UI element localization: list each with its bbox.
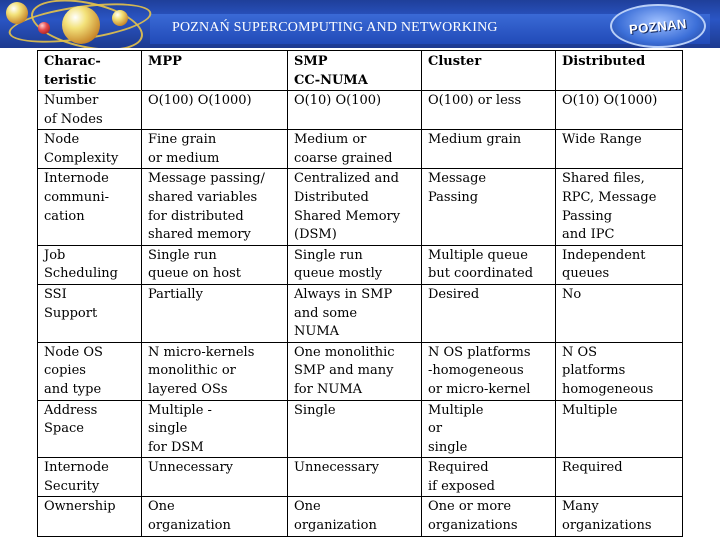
cell-text: Multiple — [428, 402, 484, 418]
table-cell — [288, 245, 422, 284]
row-label-text: Complexity — [44, 150, 119, 166]
cell-text: N micro-kernels — [148, 344, 255, 360]
cell-text: single — [428, 439, 468, 455]
column-header-text: CC-NUMA — [294, 73, 368, 88]
row-label-text: Space — [44, 421, 84, 437]
cell-text: single — [148, 421, 188, 437]
column-header-text: MPP — [148, 54, 182, 69]
row-label-cell — [38, 91, 142, 130]
cell-text: platforms — [562, 363, 626, 379]
row-label-text: Scheduling — [44, 266, 118, 282]
row-label-text: of Nodes — [44, 111, 103, 127]
table-cell — [288, 91, 422, 130]
row-label-cell — [38, 245, 142, 284]
cell-text: queue mostly — [294, 266, 383, 282]
column-header-text: Cluster — [428, 54, 482, 69]
cell-text: One — [294, 499, 321, 515]
row-label-text: communi- — [44, 189, 110, 205]
cell-text: organization — [294, 518, 377, 534]
table-row — [38, 169, 683, 245]
comparison-table-wrapper — [37, 50, 682, 537]
column-header-text: SMP — [294, 54, 328, 69]
table-row — [38, 342, 683, 400]
table-cell — [556, 130, 683, 169]
table-cell — [142, 284, 288, 342]
cell-text: Passing — [562, 208, 613, 224]
row-label-text: Internode — [44, 460, 109, 476]
column-header-text: teristic — [44, 73, 97, 88]
logo-text: POZNAN — [628, 15, 688, 37]
cell-text: Shared files, — [562, 171, 645, 187]
cell-text: and IPC — [562, 227, 615, 243]
cell-text: RPC, Message — [562, 189, 657, 205]
row-label-cell — [38, 400, 142, 458]
table-cell — [422, 169, 556, 245]
cell-text: One — [148, 499, 175, 515]
table-cell — [142, 245, 288, 284]
table-row — [38, 497, 683, 536]
cell-text: Multiple - — [148, 402, 212, 418]
cell-text: Single — [294, 402, 336, 418]
cell-text: O(10) O(100) — [294, 93, 382, 108]
table-row — [38, 284, 683, 342]
table-row — [38, 91, 683, 130]
cell-text: monolithic or — [148, 363, 236, 379]
cell-text: for DSM — [148, 439, 204, 455]
table-cell — [422, 284, 556, 342]
cell-text: Distributed — [294, 189, 369, 205]
cell-text: for NUMA — [294, 381, 363, 397]
table-cell — [422, 245, 556, 284]
cell-text: Single run — [294, 247, 363, 263]
row-label-text: Node OS — [44, 344, 103, 360]
cell-text: Multiple queue — [428, 247, 528, 263]
table-cell — [288, 284, 422, 342]
table-cell — [556, 400, 683, 458]
table-cell — [142, 130, 288, 169]
row-label-text: Ownership — [44, 499, 116, 515]
cell-text: shared memory — [148, 227, 251, 243]
cell-text: Shared Memory — [294, 208, 401, 224]
row-label-text: Security — [44, 478, 100, 494]
cell-text: shared variables — [148, 189, 258, 205]
cell-text: O(10) O(1000) — [562, 93, 658, 108]
table-cell — [422, 458, 556, 497]
cell-text: Medium grain — [428, 132, 522, 148]
cell-text: Passing — [428, 189, 479, 205]
cell-text: queue on host — [148, 266, 242, 282]
table-cell — [142, 400, 288, 458]
cell-text: but coordinated — [428, 266, 534, 282]
header-banner — [0, 0, 720, 48]
cell-text: queues — [562, 266, 610, 282]
row-label-cell — [38, 342, 142, 400]
row-label-cell — [38, 169, 142, 245]
cell-text: Required — [562, 460, 623, 476]
column-header — [422, 51, 556, 91]
cell-text: for distributed — [148, 208, 244, 224]
cell-text: O(100) or less — [428, 93, 522, 108]
table-cell — [556, 342, 683, 400]
row-label-text: Support — [44, 305, 98, 321]
table-cell — [288, 342, 422, 400]
cell-text: -homogeneous — [428, 363, 524, 379]
cell-text: No — [562, 286, 582, 302]
cell-text: Single run — [148, 247, 217, 263]
table-row — [38, 245, 683, 284]
row-label-cell — [38, 284, 142, 342]
table-header-row — [38, 51, 683, 91]
comparison-table — [37, 50, 683, 537]
column-header-text: Charac- — [44, 54, 101, 69]
row-label-text: Job — [44, 247, 66, 263]
cell-text: coarse grained — [294, 150, 393, 166]
table-cell — [288, 169, 422, 245]
cell-text: Medium or — [294, 132, 367, 148]
table-cell — [142, 497, 288, 536]
cell-text: Unnecessary — [148, 460, 234, 476]
cell-text: layered OSs — [148, 381, 228, 397]
sphere-icon — [62, 6, 100, 44]
cell-text: Unnecessary — [294, 460, 380, 476]
sphere-icon — [38, 22, 50, 34]
cell-text: N OS — [562, 344, 598, 360]
cell-text: Centralized and — [294, 171, 399, 187]
row-label-text: copies — [44, 363, 86, 379]
cell-text: (DSM) — [294, 227, 337, 243]
column-header — [288, 51, 422, 91]
table-body — [38, 91, 683, 537]
cell-text: Desired — [428, 286, 480, 302]
row-label-text: and type — [44, 381, 102, 397]
cell-text: organization — [148, 518, 231, 534]
cell-text: Many — [562, 499, 599, 515]
cell-text: and some — [294, 305, 358, 321]
cell-text: Partially — [148, 286, 203, 302]
table-cell — [288, 130, 422, 169]
table-cell — [556, 458, 683, 497]
cell-text: organizations — [562, 518, 652, 534]
column-header — [38, 51, 142, 91]
cell-text: Fine grain — [148, 132, 217, 148]
row-label-text: Address — [44, 402, 98, 418]
cell-text: Message — [428, 171, 487, 187]
table-cell — [422, 497, 556, 536]
table-cell — [556, 284, 683, 342]
table-cell — [288, 458, 422, 497]
table-cell — [556, 169, 683, 245]
cell-text: O(100) O(1000) — [148, 93, 252, 108]
cell-text: NUMA — [294, 324, 340, 340]
row-label-cell — [38, 497, 142, 536]
table-cell — [288, 497, 422, 536]
row-label-cell — [38, 458, 142, 497]
table-cell — [556, 245, 683, 284]
table-cell — [288, 400, 422, 458]
table-cell — [422, 400, 556, 458]
table-row — [38, 130, 683, 169]
table-row — [38, 400, 683, 458]
cell-text: homogeneous — [562, 381, 654, 397]
table-cell — [556, 91, 683, 130]
poznan-logo — [610, 4, 706, 48]
row-label-text: SSI — [44, 286, 67, 302]
table-cell — [142, 91, 288, 130]
table-row — [38, 458, 683, 497]
cell-text: SMP and many — [294, 363, 394, 379]
column-header — [556, 51, 683, 91]
cell-text: Wide Range — [562, 132, 642, 148]
cell-text: or micro-kernel — [428, 381, 531, 397]
table-cell — [422, 130, 556, 169]
table-cell — [422, 91, 556, 130]
table-cell — [556, 497, 683, 536]
cell-text: Independent — [562, 247, 646, 263]
cell-text: One monolithic — [294, 344, 395, 360]
sphere-icon — [112, 10, 128, 26]
cell-text: One or more — [428, 499, 512, 515]
banner-title: POZNAŃ SUPERCOMPUTING AND NETWORKING — [172, 20, 498, 35]
row-label-text: cation — [44, 208, 85, 224]
row-label-text: Number — [44, 93, 99, 108]
cell-text: Multiple — [562, 402, 618, 418]
row-label-cell — [38, 130, 142, 169]
table-cell — [142, 342, 288, 400]
cell-text: Required — [428, 460, 489, 476]
cell-text: N OS platforms — [428, 344, 531, 360]
column-header-text: Distributed — [562, 54, 646, 69]
column-header — [142, 51, 288, 91]
sphere-icon — [6, 2, 28, 24]
cell-text: Message passing/ — [148, 171, 265, 187]
row-label-text: Internode — [44, 171, 109, 187]
cell-text: or — [428, 421, 443, 437]
table-cell — [142, 458, 288, 497]
cell-text: if exposed — [428, 478, 495, 494]
cell-text: organizations — [428, 518, 518, 534]
row-label-text: Node — [44, 132, 80, 148]
cell-text: or medium — [148, 150, 220, 166]
cell-text: Always in SMP — [294, 286, 393, 302]
table-cell — [422, 342, 556, 400]
table-cell — [142, 169, 288, 245]
